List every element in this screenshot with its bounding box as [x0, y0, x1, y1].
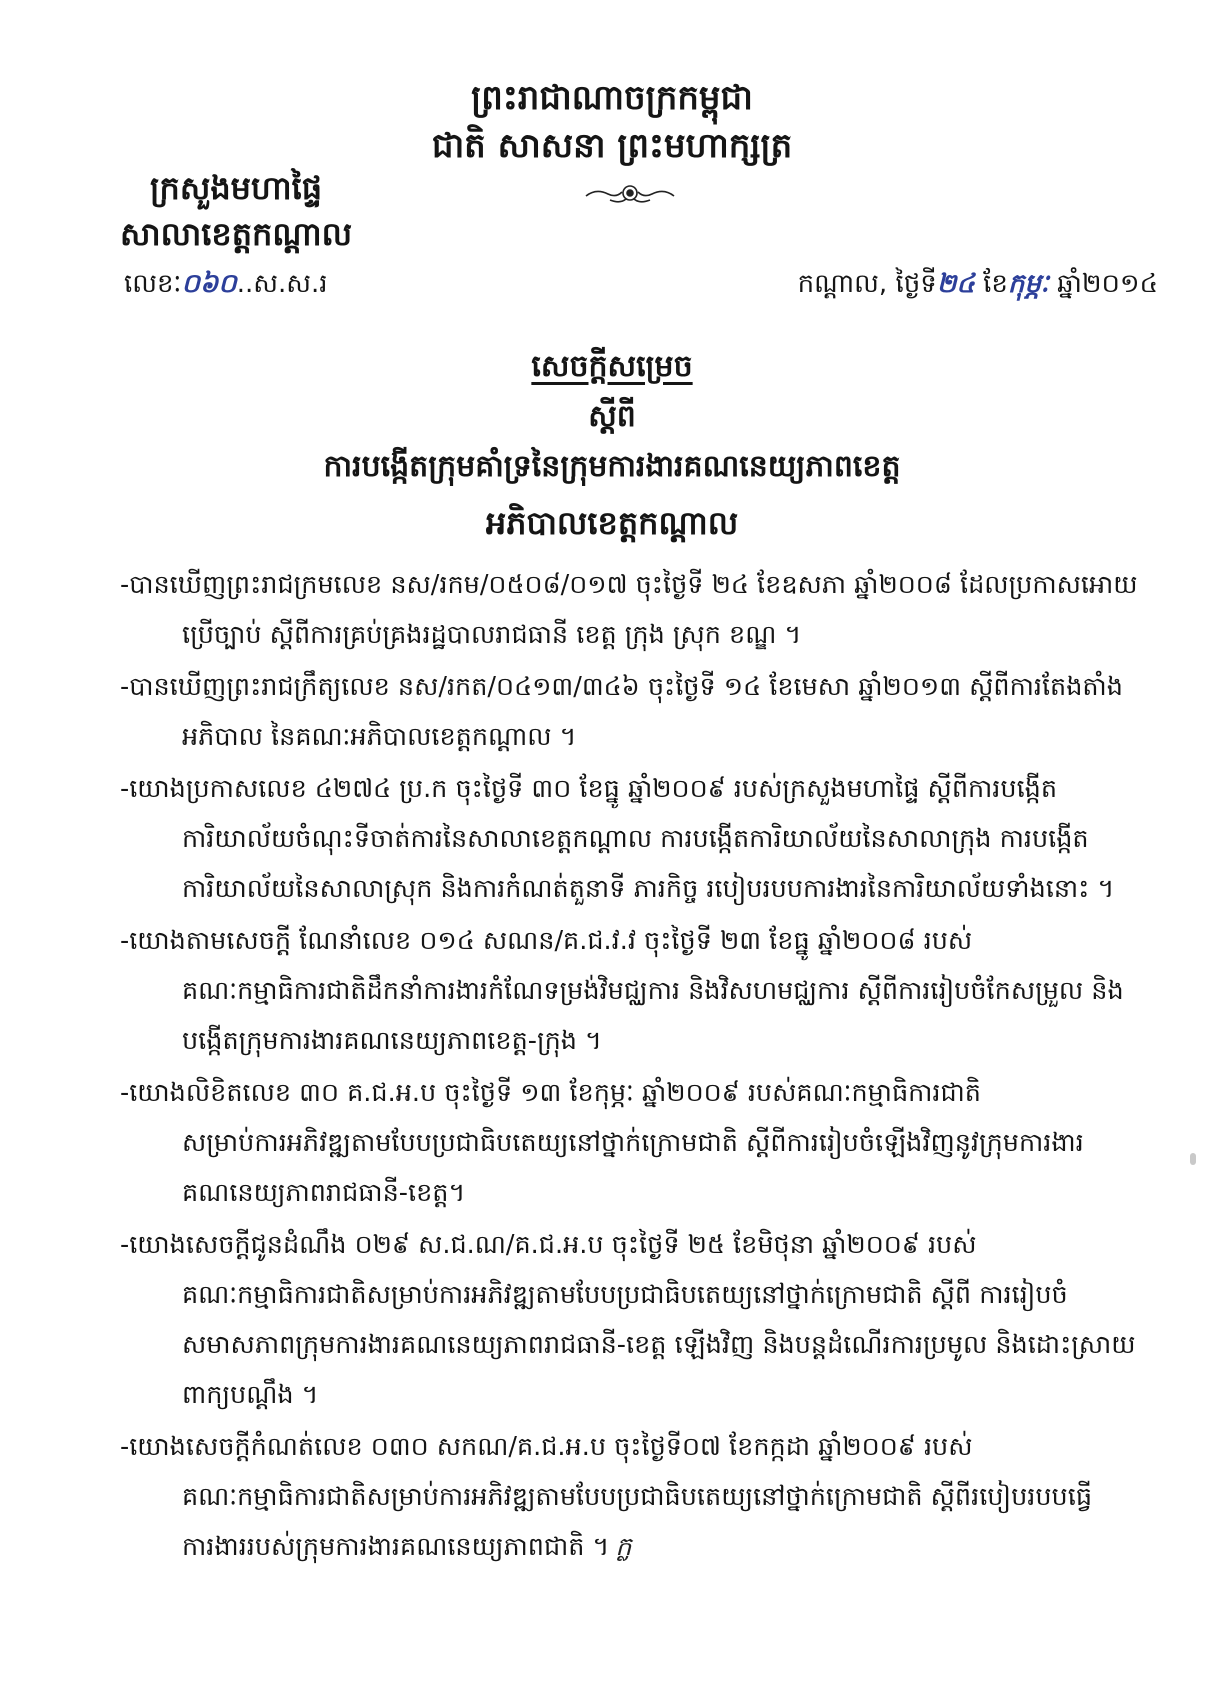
date-year: ឆ្នាំ២០១៤ — [1057, 269, 1158, 299]
clause-2 — [120, 662, 1160, 762]
date-place: កណ្ដាល, ថ្ងៃទី — [797, 269, 937, 299]
clause-line: -បានឃើញព្រះរាជក្រឹត្យលេខ នស/រកត/០៤១៣/៣៤៦ ចុះថ្ងៃទី ១៤ ខែមេសា ឆ្នាំ២០១៣ ស្ដីពីការតែងតាំង — [120, 672, 1123, 702]
national-motto: ជាតិ សាសនា ព្រះមហាក្សត្រ — [431, 126, 793, 166]
clause-line: សមាសភាពក្រុមការងារគណនេយ្យភាពរាជធានី-ខេត្ត ឡើងវិញ និងបន្តដំណើរការប្រមូល និងដោះស្រាយ — [182, 1330, 1136, 1360]
kingdom-heading: ព្រះរាជាណាចក្រកម្ពុជា — [471, 78, 753, 118]
decision-title: សេចក្ដីសម្រេច — [531, 349, 693, 384]
ref-handwritten-number: ០៦០ — [181, 269, 237, 299]
preamble-clauses — [120, 560, 1160, 1574]
clause-line: -យោងសេចក្ដីកំណត់លេខ ០៣០ សកណ/គ.ជ.អ.ប ចុះថ្ងៃទី០៧ ខែកក្កដា ឆ្នាំ២០០៩ របស់ — [120, 1432, 973, 1462]
clause-5 — [120, 1068, 1160, 1218]
clause-line: គណៈកម្មាធិការជាតិសម្រាប់ការអភិវឌ្ឍតាមបែបប្រជាធិបតេយ្យនៅថ្នាក់ក្រោមជាតិ ស្ដីពីរបៀបរបបធ្វើ — [182, 1482, 1093, 1512]
date-day: ២៤ — [936, 269, 975, 299]
clause-line: -យោងតាមសេចក្ដី ណែនាំលេខ ០១៤ សណន/គ.ជ.វ.វ ចុះថ្ងៃទី ២៣ ខែធ្នូ ឆ្នាំ២០០៨ របស់ — [120, 926, 973, 956]
document-date — [798, 266, 1158, 302]
clause-line: ការិយាល័យចំណុះទីចាត់ការនៃសាលាខេត្តកណ្ដាល ការបង្កើតការិយាល័យនៃសាលាក្រុង ការបង្កើត — [182, 824, 1089, 854]
ministry-name: ក្រសួងមហាផ្ទៃ — [150, 169, 323, 207]
decision-subject: ការបង្កើតក្រុមគាំទ្រនៃក្រុមការងារគណនេយ្យភាពខេត្ត — [323, 449, 901, 484]
clause-line: ការិយាល័យនៃសាលាស្រុក និងការកំណត់តួនាទី ភារកិច្ច របៀបរបបការងារនៃការិយាល័យទាំងនោះ ។ — [182, 874, 1115, 904]
clause-line: គណៈកម្មាធិការជាតិដឹកនាំការងារកំណែទម្រង់វិមជ្ឈការ និងវិសហមជ្ឈការ ស្ដីពីការរៀបចំកែសម្រួល និង — [182, 976, 1124, 1006]
clause-line: អភិបាល នៃគណៈអភិបាលខេត្តកណ្ដាល ។ — [182, 722, 577, 752]
scan-mark — [1190, 1153, 1196, 1165]
clause-4 — [120, 916, 1160, 1066]
date-month: កុម្ភៈ — [1007, 269, 1049, 299]
clause-7 — [120, 1422, 1160, 1572]
clause-6 — [120, 1220, 1160, 1420]
clause-line — [120, 1522, 1160, 1572]
decision-subject-label: ស្ដីពី — [588, 399, 636, 434]
ornament-icon — [580, 180, 680, 208]
clause-line: គណៈកម្មាធិការជាតិសម្រាប់ការអភិវឌ្ឍតាមបែបប្រជាធិបតេយ្យនៅថ្នាក់ក្រោមជាតិ ស្ដីពី ការរៀបចំ — [182, 1280, 1068, 1310]
ref-prefix: លេខៈ — [124, 269, 182, 299]
clause-line: ពាក្យបណ្ដឹង ។ — [182, 1380, 319, 1410]
clause-line: -យោងលិខិតលេខ ៣០ គ.ជ.អ.ប ចុះថ្ងៃទី ១៣ ខែកុម្ភៈ ឆ្នាំ២០០៩ របស់គណៈកម្មាធិការជាតិ — [120, 1078, 981, 1108]
date-month-prefix: ខែ — [983, 269, 1008, 299]
handwritten-initial: ក្ល — [615, 1532, 632, 1562]
clause-line: គណនេយ្យភាពរាជធានី-ខេត្ត។ — [182, 1178, 466, 1208]
provincial-office: សាលាខេត្តកណ្ដាល — [120, 215, 353, 253]
ref-suffix: ..ស.ស.រ — [236, 269, 328, 299]
clause-line: បង្កើតក្រុមការងារគណនេយ្យភាពខេត្ត-ក្រុង ។ — [182, 1026, 602, 1056]
clause-1 — [120, 560, 1160, 660]
clause-line-text: ការងាររបស់ក្រុមការងារគណនេយ្យភាពជាតិ ។ — [182, 1532, 610, 1562]
clause-3 — [120, 764, 1160, 914]
clause-line: -យោងប្រកាសលេខ ៤២៧៤ ប្រ.ក ចុះថ្ងៃទី ៣០ ខែធ្នូ ឆ្នាំ២០០៩ របស់ក្រសួងមហាផ្ទៃ ស្ដីពីការបង្កើត — [120, 774, 1058, 804]
reference-number — [124, 266, 328, 302]
issuing-authority: អភិបាលខេត្តកណ្ដាល — [485, 504, 739, 542]
clause-line: -យោងសេចក្ដីជូនដំណឹង ០២៩ ស.ជ.ណ/គ.ជ.អ.ប ចុះថ្ងៃទី ២៥ ខែមិថុនា ឆ្នាំ២០០៩ របស់ — [120, 1230, 977, 1260]
clause-line: សម្រាប់ការអភិវឌ្ឍតាមបែបប្រជាធិបតេយ្យនៅថ្នាក់ក្រោមជាតិ ស្ដីពីការរៀបចំឡើងវិញនូវក្រុមការងារ — [182, 1128, 1084, 1158]
clause-line: -បានឃើញព្រះរាជក្រមលេខ នស/រកម/០៥០៨/០១៧ ចុះថ្ងៃទី ២៤ ខែឧសភា ឆ្នាំ២០០៨ ដែលប្រកាសអោយ — [120, 570, 1138, 600]
clause-line: ប្រើច្បាប់ ស្ដីពីការគ្រប់គ្រងរដ្ឋបាលរាជធានី ខេត្ត ក្រុង ស្រុក ខណ្ឌ ។ — [182, 620, 802, 650]
